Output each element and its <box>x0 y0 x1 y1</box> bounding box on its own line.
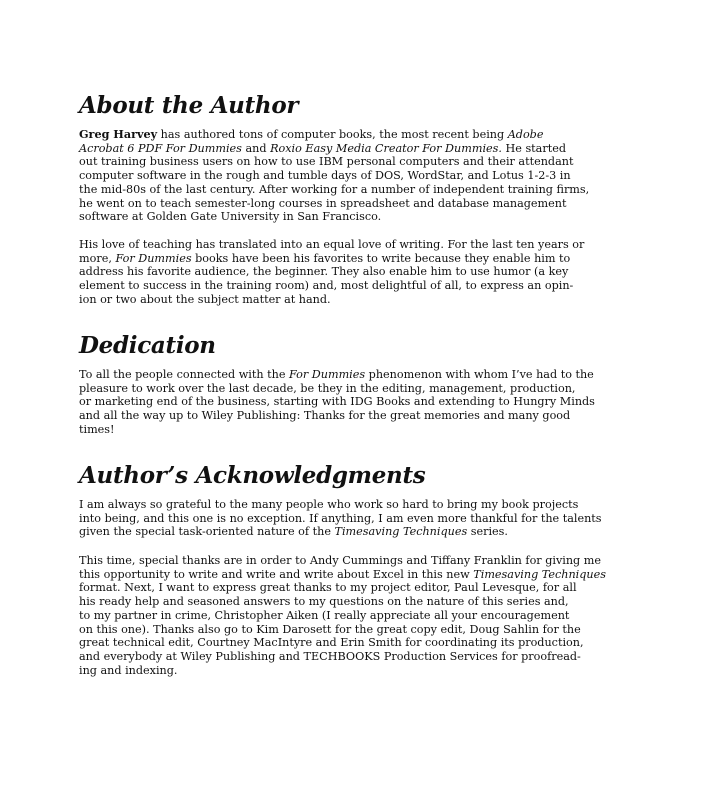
text-line <box>79 182 590 197</box>
italic-text: Roxio Easy Media Creator For Dummies. <box>270 141 502 155</box>
italic-text: For Dummies <box>289 368 366 381</box>
text-run: His love of teaching has translated into an equal love of writing. For the last ten years or <box>79 238 585 251</box>
text-run: his ready help and seasoned answers to my questions on the nature of this series and, <box>79 595 569 609</box>
text-run: series. <box>467 525 508 539</box>
text-run: pleasure to work over the last decade, be they in the editing, management, production, <box>79 381 576 395</box>
text-line <box>79 141 566 156</box>
text-run: I am always so grateful to the many people who work so hard to bring my book projects <box>79 498 579 511</box>
text-run: format. Next, I want to express great thanks to my project editor, Paul Levesque, for all <box>79 581 577 595</box>
text-line <box>79 423 555 437</box>
text-line <box>79 251 571 266</box>
text-line <box>79 368 594 382</box>
text-run: books have been his favorites to write because they enable him to <box>191 251 571 265</box>
paragraph <box>79 238 585 307</box>
section-heading-about-author: About the Author <box>79 92 299 119</box>
text-run: more, <box>79 251 116 265</box>
text-run: He started <box>501 141 566 155</box>
text-run: to my partner in crime, Christopher Aiken (I really appreciate all your encouragement <box>79 608 570 622</box>
text-line <box>79 581 577 595</box>
text-line <box>79 511 602 526</box>
text-run: and all the way up to Wiley Publishing: Thanks for the great memories and many good <box>79 409 571 423</box>
text-run: great technical edit, Courtney MacIntyre and Erin Smith for coordinating its production, <box>79 636 584 650</box>
text-run: computer software in the rough and tumble days of DOS, WordStar, and Lotus 1-2-3 in <box>79 169 571 183</box>
text-line <box>79 498 579 512</box>
text-line <box>79 395 595 409</box>
text-line <box>79 155 574 169</box>
text-run: and everybody at Wiley Publishing and TECHBOOKS Production Services for proofread- <box>79 649 581 663</box>
text-run: ing and indexing. <box>79 663 178 677</box>
text-line <box>79 279 574 293</box>
italic-text: For Dummies <box>115 251 192 265</box>
text-run: the mid-80s of the last century. After working for a number of independent training firms, <box>79 182 590 196</box>
paragraph <box>79 554 606 677</box>
paragraph <box>79 127 590 224</box>
text-line <box>79 265 569 279</box>
text-line <box>79 649 581 664</box>
text-run: on this one). Thanks also go to Kim Darosett for the great copy edit, Doug Sahlin for the <box>79 622 581 636</box>
text-line <box>79 554 602 568</box>
text-line <box>79 567 606 582</box>
text-line <box>79 196 567 211</box>
text-line <box>79 381 576 396</box>
text-line <box>79 293 555 307</box>
paragraph <box>79 498 602 539</box>
text-run: software at Golden Gate University in San Francisco. <box>79 210 382 224</box>
text-run: or marketing end of the business, starting with IDG Books and extending to Hungry Minds <box>79 395 595 409</box>
section-heading-acknowledgments: Author’s Acknowledgments <box>79 462 426 489</box>
text-run: out training business users on how to use IBM personal computers and their attendant <box>79 155 574 169</box>
text-run: address his favorite audience, the beginner. They also enable him to use humor (a key <box>79 265 569 279</box>
paragraph <box>79 368 595 437</box>
bold-text: Greg Harvey <box>79 127 158 141</box>
text-line <box>79 128 555 142</box>
text-run: phenomenon with whom I’ve had to the <box>365 368 594 381</box>
text-run: element to success in the training room) and, most delightful of all, to express an opin- <box>79 279 574 293</box>
text-run: To all the people connected with the <box>79 368 289 381</box>
text-run: into being, and this one is no exception. If anything, I am even more thankful for the talents <box>79 511 602 525</box>
text-run: times! <box>79 422 115 436</box>
text-run: given the special task-oriented nature of the <box>79 525 335 539</box>
text-line <box>79 169 571 183</box>
text-run: this opportunity to write and write and write about Excel in this new <box>79 567 474 581</box>
text-line <box>79 525 555 539</box>
italic-text: Timesaving Techniques <box>473 567 606 581</box>
text-line <box>79 622 581 637</box>
text-line <box>79 608 570 623</box>
text-line <box>79 636 584 650</box>
text-run: and <box>241 141 271 155</box>
text-run: ion or two about the subject matter at hand. <box>79 292 331 306</box>
text-line <box>79 664 555 678</box>
italic-text: Acrobat 6 PDF For Dummies <box>79 141 242 155</box>
text-line <box>79 409 571 423</box>
text-run: This time, special thanks are in order to Andy Cummings and Tiffany Franklin for giving me <box>79 554 602 567</box>
italic-text: Timesaving Techniques <box>334 525 468 539</box>
text-line <box>79 595 569 609</box>
text-line <box>79 238 585 252</box>
text-line <box>79 210 555 224</box>
text-run: has authored tons of computer books, the most recent being <box>157 128 508 141</box>
section-heading-dedication: Dedication <box>79 332 216 359</box>
italic-text: Adobe <box>507 128 544 141</box>
text-run: he went on to teach semester-long courses in spreadsheet and database management <box>79 196 567 210</box>
